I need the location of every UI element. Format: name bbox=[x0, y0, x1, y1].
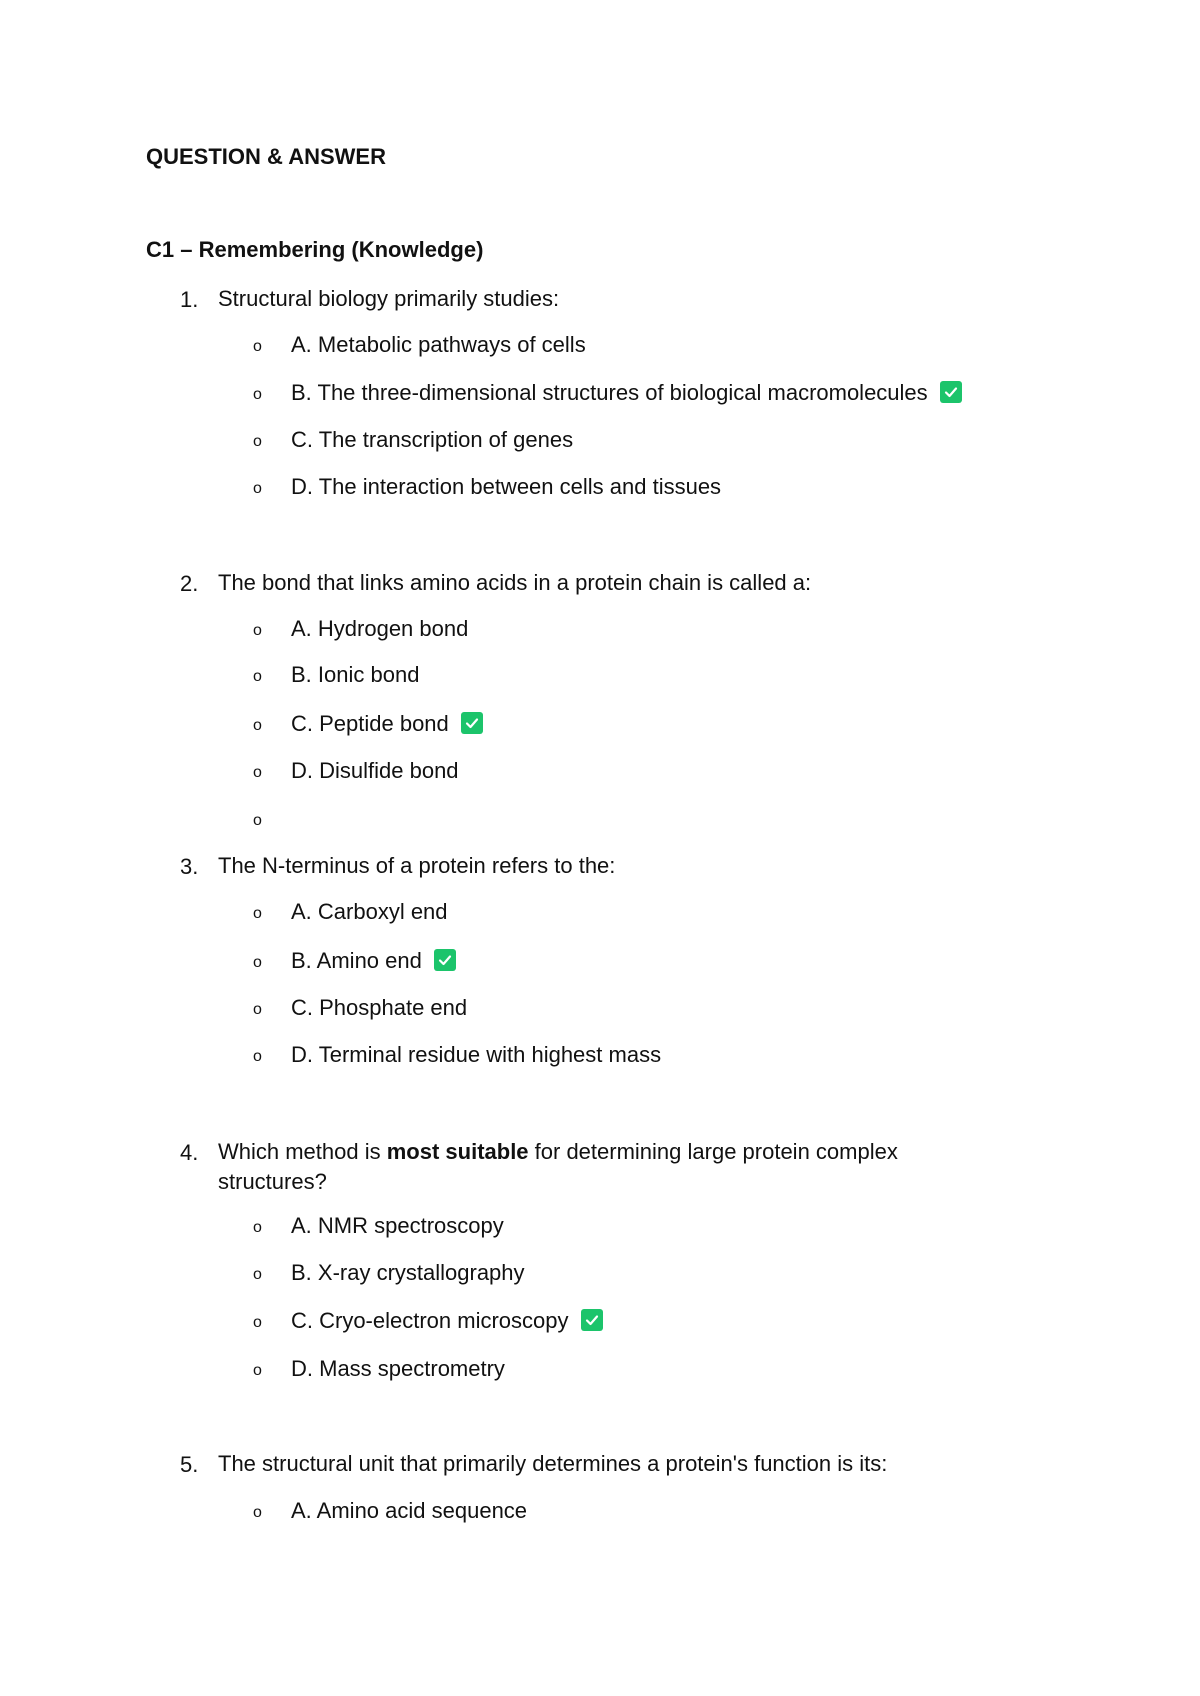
option-text: C. Phosphate end bbox=[291, 995, 468, 1020]
question-number: 1. bbox=[180, 287, 199, 312]
option-text: B. Ionic bond bbox=[291, 662, 420, 687]
check-mark-icon bbox=[940, 381, 962, 403]
option-bullet: o bbox=[253, 1219, 262, 1236]
question-text bbox=[218, 1137, 993, 1197]
option-bullet: o bbox=[253, 433, 262, 450]
option-text: B. Amino end bbox=[291, 948, 422, 973]
check-mark-icon bbox=[434, 949, 456, 971]
option-text: A. NMR spectroscopy bbox=[291, 1213, 504, 1238]
option-bullet: o bbox=[253, 1266, 262, 1283]
option-bullet: o bbox=[253, 480, 262, 497]
check-mark-icon bbox=[461, 712, 483, 734]
option-bullet: o bbox=[253, 1504, 262, 1521]
question-text: The N-terminus of a protein refers to the: bbox=[218, 853, 616, 878]
question-text: Structural biology primarily studies: bbox=[218, 286, 560, 311]
option-bullet: o bbox=[253, 1001, 262, 1018]
question-text-emphasis: most suitable bbox=[386, 1139, 529, 1164]
question-number: 5. bbox=[180, 1452, 199, 1477]
question-number: 3. bbox=[180, 854, 199, 879]
option-bullet: o bbox=[253, 386, 262, 403]
option-text: A. Hydrogen bond bbox=[291, 616, 469, 641]
option-bullet: o bbox=[253, 338, 262, 355]
question-text-before: Which method is bbox=[218, 1139, 387, 1164]
option-bullet: o bbox=[253, 668, 262, 685]
option-text: D. Mass spectrometry bbox=[291, 1356, 505, 1381]
option-bullet: o bbox=[253, 717, 262, 734]
question-text-after: for determining large protein complex structures? bbox=[218, 1139, 898, 1194]
option-bullet: o bbox=[253, 812, 262, 829]
option-text: B. X-ray crystallography bbox=[291, 1260, 525, 1285]
question-number: 4. bbox=[180, 1140, 199, 1165]
option-text-wrap bbox=[291, 948, 456, 974]
option-bullet: o bbox=[253, 1362, 262, 1379]
option-text: A. Carboxyl end bbox=[291, 899, 448, 924]
option-bullet: o bbox=[253, 905, 262, 922]
check-mark-icon bbox=[581, 1309, 603, 1331]
option-text: C. Peptide bond bbox=[291, 711, 449, 736]
option-text: D. Disulfide bond bbox=[291, 758, 459, 783]
option-bullet: o bbox=[253, 1314, 262, 1331]
option-text: A. Amino acid sequence bbox=[291, 1498, 528, 1523]
option-text: D. Terminal residue with highest mass bbox=[291, 1042, 662, 1067]
option-bullet: o bbox=[253, 1048, 262, 1065]
option-bullet: o bbox=[253, 622, 262, 639]
option-bullet: o bbox=[253, 764, 262, 781]
document-title: QUESTION & ANSWER bbox=[146, 144, 386, 169]
section-heading: C1 – Remembering (Knowledge) bbox=[146, 237, 484, 262]
question-text: The bond that links amino acids in a protein chain is called a: bbox=[218, 570, 812, 595]
option-text: B. The three-dimensional structures of biological macromolecules bbox=[291, 380, 928, 405]
option-text: D. The interaction between cells and tissues bbox=[291, 474, 722, 499]
option-text-wrap bbox=[291, 711, 483, 737]
option-text: C. The transcription of genes bbox=[291, 427, 574, 452]
option-text: A. Metabolic pathways of cells bbox=[291, 332, 586, 357]
option-text: C. Cryo-electron microscopy bbox=[291, 1308, 569, 1333]
question-number: 2. bbox=[180, 571, 199, 596]
question-text: The structural unit that primarily determines a protein's function is its: bbox=[218, 1451, 888, 1476]
option-bullet: o bbox=[253, 954, 262, 971]
option-text-wrap bbox=[291, 1308, 603, 1334]
option-text-wrap bbox=[291, 380, 962, 406]
